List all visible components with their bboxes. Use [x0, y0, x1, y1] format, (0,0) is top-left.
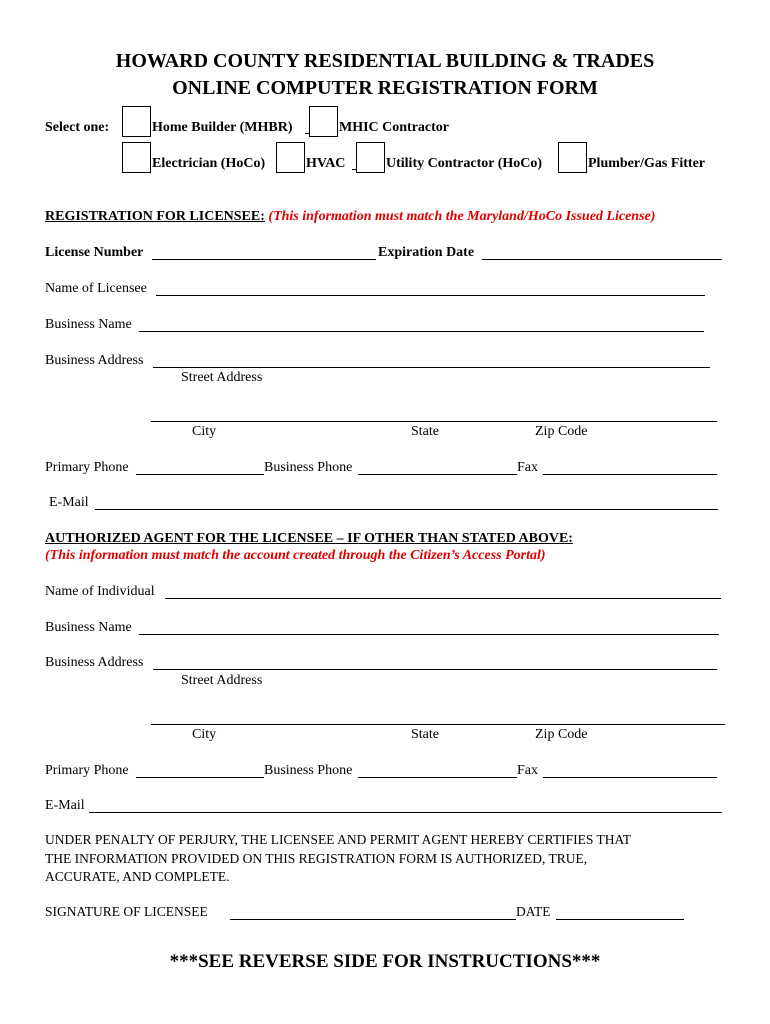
plumber-gas-fitter-checkbox[interactable] [558, 142, 587, 173]
mhic-contractor-checkbox[interactable] [309, 106, 338, 137]
electrician-label: Electrician (HoCo) [152, 156, 266, 171]
licensee-section-heading [45, 208, 655, 225]
agent-primary-phone-field[interactable] [136, 777, 264, 778]
plumber-gas-fitter-label: Plumber/Gas Fitter [588, 156, 706, 171]
licensee-street-address-field[interactable] [153, 367, 710, 368]
agent-business-name-field[interactable] [139, 634, 719, 635]
licensee-email-field[interactable] [95, 509, 718, 510]
reverse-side-instructions: ***SEE REVERSE SIDE FOR INSTRUCTIONS*** [169, 951, 601, 972]
licensee-primary-phone-field[interactable] [136, 474, 264, 475]
licensee-city-caption: City [192, 424, 217, 439]
expiration-date-label: Expiration Date [378, 245, 475, 260]
utility-contractor-label: Utility Contractor (HoCo) [386, 156, 543, 171]
licensee-name-field[interactable] [156, 295, 705, 296]
licensee-business-address-label: Business Address [45, 353, 144, 368]
license-number-field[interactable] [152, 259, 376, 260]
agent-business-address-label: Business Address [45, 655, 144, 670]
home-builder-checkbox[interactable] [122, 106, 151, 137]
licensee-business-name-label: Business Name [45, 317, 132, 332]
agent-street-address-caption: Street Address [181, 673, 263, 688]
utility-contractor-checkbox[interactable] [356, 142, 385, 173]
date-field[interactable] [556, 919, 684, 920]
signature-field[interactable] [230, 919, 516, 920]
form-title-line1: HOWARD COUNTY RESIDENTIAL BUILDING & TRADES [115, 50, 655, 72]
agent-fax-field[interactable] [543, 777, 717, 778]
licensee-heading-note: (This information must match the Maryland/HoCo Issued License) [268, 209, 656, 224]
agent-street-address-field[interactable] [153, 669, 717, 670]
licensee-city-state-zip-field[interactable] [151, 421, 717, 422]
form-title-line2: ONLINE COMPUTER REGISTRATION FORM [172, 77, 598, 99]
agent-city-state-zip-field[interactable] [151, 724, 725, 725]
licensee-heading-text: REGISTRATION FOR LICENSEE: [45, 209, 265, 224]
licensee-state-caption: State [411, 424, 439, 439]
agent-business-phone-field[interactable] [358, 777, 517, 778]
agent-name-label: Name of Individual [45, 584, 155, 599]
licensee-business-phone-field[interactable] [358, 474, 517, 475]
home-builder-label: Home Builder (MHBR) [152, 120, 293, 135]
agent-zip-caption: Zip Code [535, 727, 588, 742]
mhic-contractor-label: MHIC Contractor [339, 120, 450, 135]
date-label: DATE [516, 904, 551, 919]
licensee-zip-caption: Zip Code [535, 424, 588, 439]
electrician-checkbox[interactable] [122, 142, 151, 173]
agent-fax-label: Fax [517, 763, 538, 778]
certification-line1: UNDER PENALTY OF PERJURY, THE LICENSEE AND PERMIT AGENT HEREBY CERTIFIES THAT [45, 832, 631, 847]
license-number-label: License Number [45, 245, 144, 260]
agent-section-heading: AUTHORIZED AGENT FOR THE LICENSEE – IF OTHER THAN STATED ABOVE: [45, 531, 573, 546]
licensee-street-address-caption: Street Address [181, 370, 263, 385]
licensee-business-phone-label: Business Phone [264, 460, 353, 475]
agent-business-name-label: Business Name [45, 620, 132, 635]
agent-state-caption: State [411, 727, 439, 742]
agent-section-note: (This information must match the account created through the Citizen’s Access Portal) [45, 548, 546, 563]
select-one-label: Select one: [45, 120, 110, 135]
licensee-business-name-field[interactable] [139, 331, 704, 332]
certification-line2: THE INFORMATION PROVIDED ON THIS REGISTRATION FORM IS AUTHORIZED, TRUE, [45, 851, 588, 866]
hvac-label: HVAC [306, 156, 346, 171]
hvac-checkbox[interactable] [276, 142, 305, 173]
licensee-email-label: E-Mail [49, 495, 89, 510]
agent-email-label: E-Mail [45, 798, 85, 813]
expiration-date-field[interactable] [482, 259, 722, 260]
agent-primary-phone-label: Primary Phone [45, 763, 129, 778]
agent-business-phone-label: Business Phone [264, 763, 353, 778]
signature-label: SIGNATURE OF LICENSEE [45, 904, 208, 919]
licensee-primary-phone-label: Primary Phone [45, 460, 129, 475]
agent-email-field[interactable] [89, 812, 722, 813]
licensee-fax-field[interactable] [543, 474, 717, 475]
agent-name-field[interactable] [165, 598, 721, 599]
certification-line3: ACCURATE, AND COMPLETE. [45, 869, 230, 884]
licensee-fax-label: Fax [517, 460, 538, 475]
licensee-name-label: Name of Licensee [45, 281, 147, 296]
agent-city-caption: City [192, 727, 217, 742]
